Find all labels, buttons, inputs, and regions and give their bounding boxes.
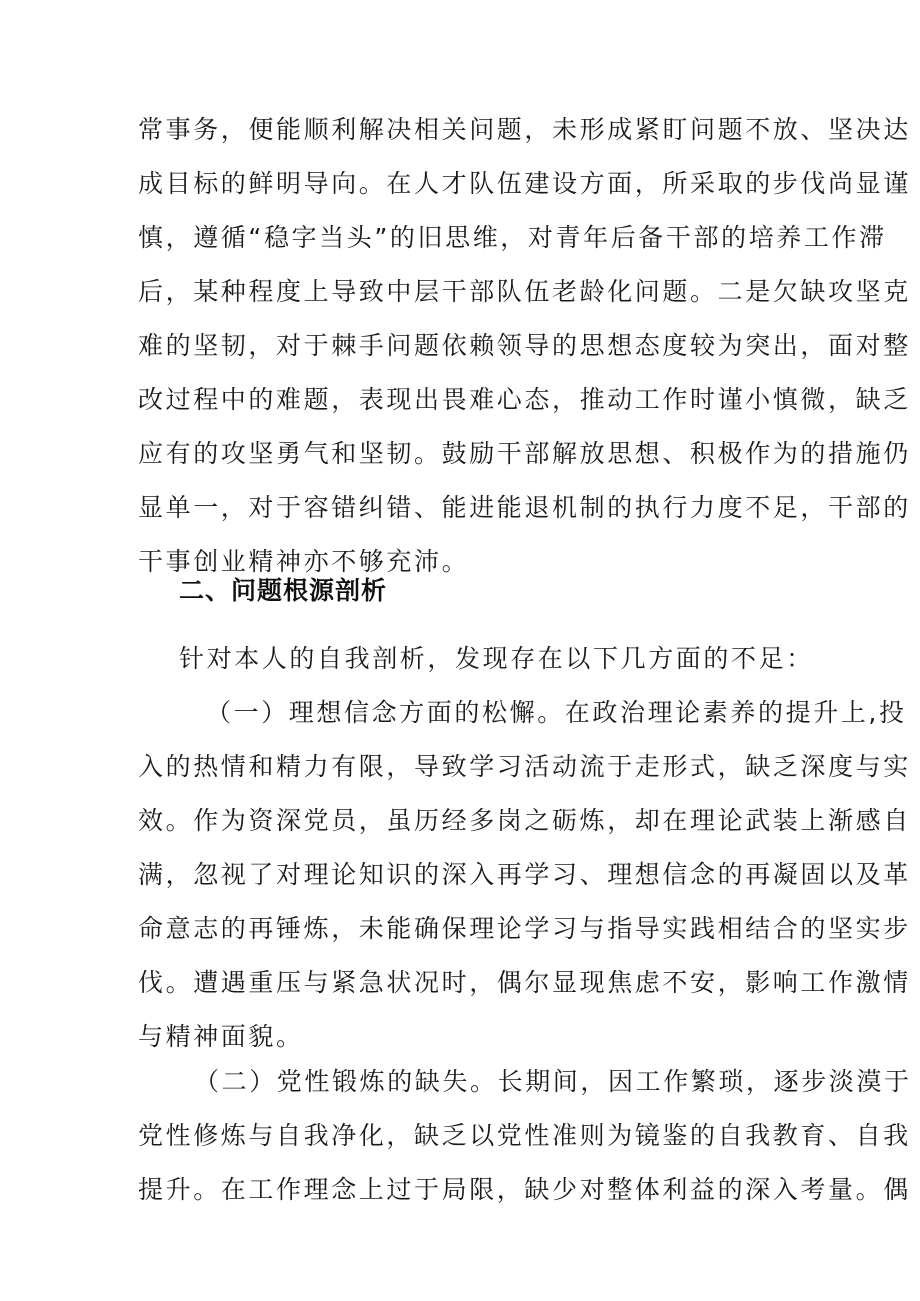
paragraph-line: 显单一，对于容错纠错、能进能退机制的执行力度不足，干部的 xyxy=(138,493,911,522)
paragraph-line: 改过程中的难题，表现出畏难心态，推动工作时谨小慎微，缺乏 xyxy=(138,385,911,414)
paragraph-line: 成目标的鲜明导向。在人才队伍建设方面，所采取的步伐尚显谨 xyxy=(138,169,911,198)
paragraph-line: （一）理想信念方面的松懈。在政治理论素养的提升上,投 xyxy=(206,698,907,727)
paragraph-continued xyxy=(138,103,911,589)
section-heading: 二、问题根源剖析 xyxy=(179,576,388,605)
item-two-paragraph xyxy=(138,1055,912,1217)
intro-paragraph xyxy=(138,632,814,686)
paragraph-line: 难的坚韧，对于棘手问题依赖领导的思想态度较为突出，面对整 xyxy=(138,331,911,360)
paragraph-line: 慎，遵循“稳字当头”的旧思维，对青年后备干部的培养工作滞 xyxy=(138,223,887,252)
paragraph-line: 后，某种程度上导致中层干部队伍老龄化问题。二是欠缺攻坚克 xyxy=(138,277,911,306)
paragraph-line: 效。作为资深党员，虽历经多岗之砺炼，却在理论武装上渐感自 xyxy=(138,806,911,835)
paragraph-line: 与精神面貌。 xyxy=(138,1022,304,1051)
paragraph-line: 提升。在工作理念上过于局限，缺少对整体利益的深入考量。偶 xyxy=(138,1175,911,1204)
paragraph-line: 入的热情和精力有限，导致学习活动流于走形式，缺乏深度与实 xyxy=(138,752,911,781)
paragraph-line: 干事创业精神亦不够充沛。 xyxy=(138,547,470,576)
paragraph-line: 满，忽视了对理论知识的深入再学习、理想信念的再凝固以及革 xyxy=(138,860,911,889)
paragraph-line: 常事务，便能顺利解决相关问题，未形成紧盯问题不放、坚决达 xyxy=(138,115,911,144)
item-one-paragraph xyxy=(138,686,911,1064)
intro-line: 针对本人的自我剖析，发现存在以下几方面的不足： xyxy=(179,644,814,673)
paragraph-line: 应有的攻坚勇气和坚韧。鼓励干部解放思想、积极作为的措施仍 xyxy=(138,439,911,468)
paragraph-line: 伐。遭遇重压与紧急状况时，偶尔显现焦虑不安，影响工作激情 xyxy=(138,968,911,997)
paragraph-line: （二）党性锻炼的缺失。长期间，因工作繁琐，逐步淡漠于 xyxy=(194,1067,912,1096)
paragraph-line: 命意志的再锤炼，未能确保理论学习与指导实践相结合的坚实步 xyxy=(138,914,911,943)
paragraph-line: 党性修炼与自我净化，缺乏以党性准则为镜鉴的自我教育、自我 xyxy=(138,1121,911,1150)
